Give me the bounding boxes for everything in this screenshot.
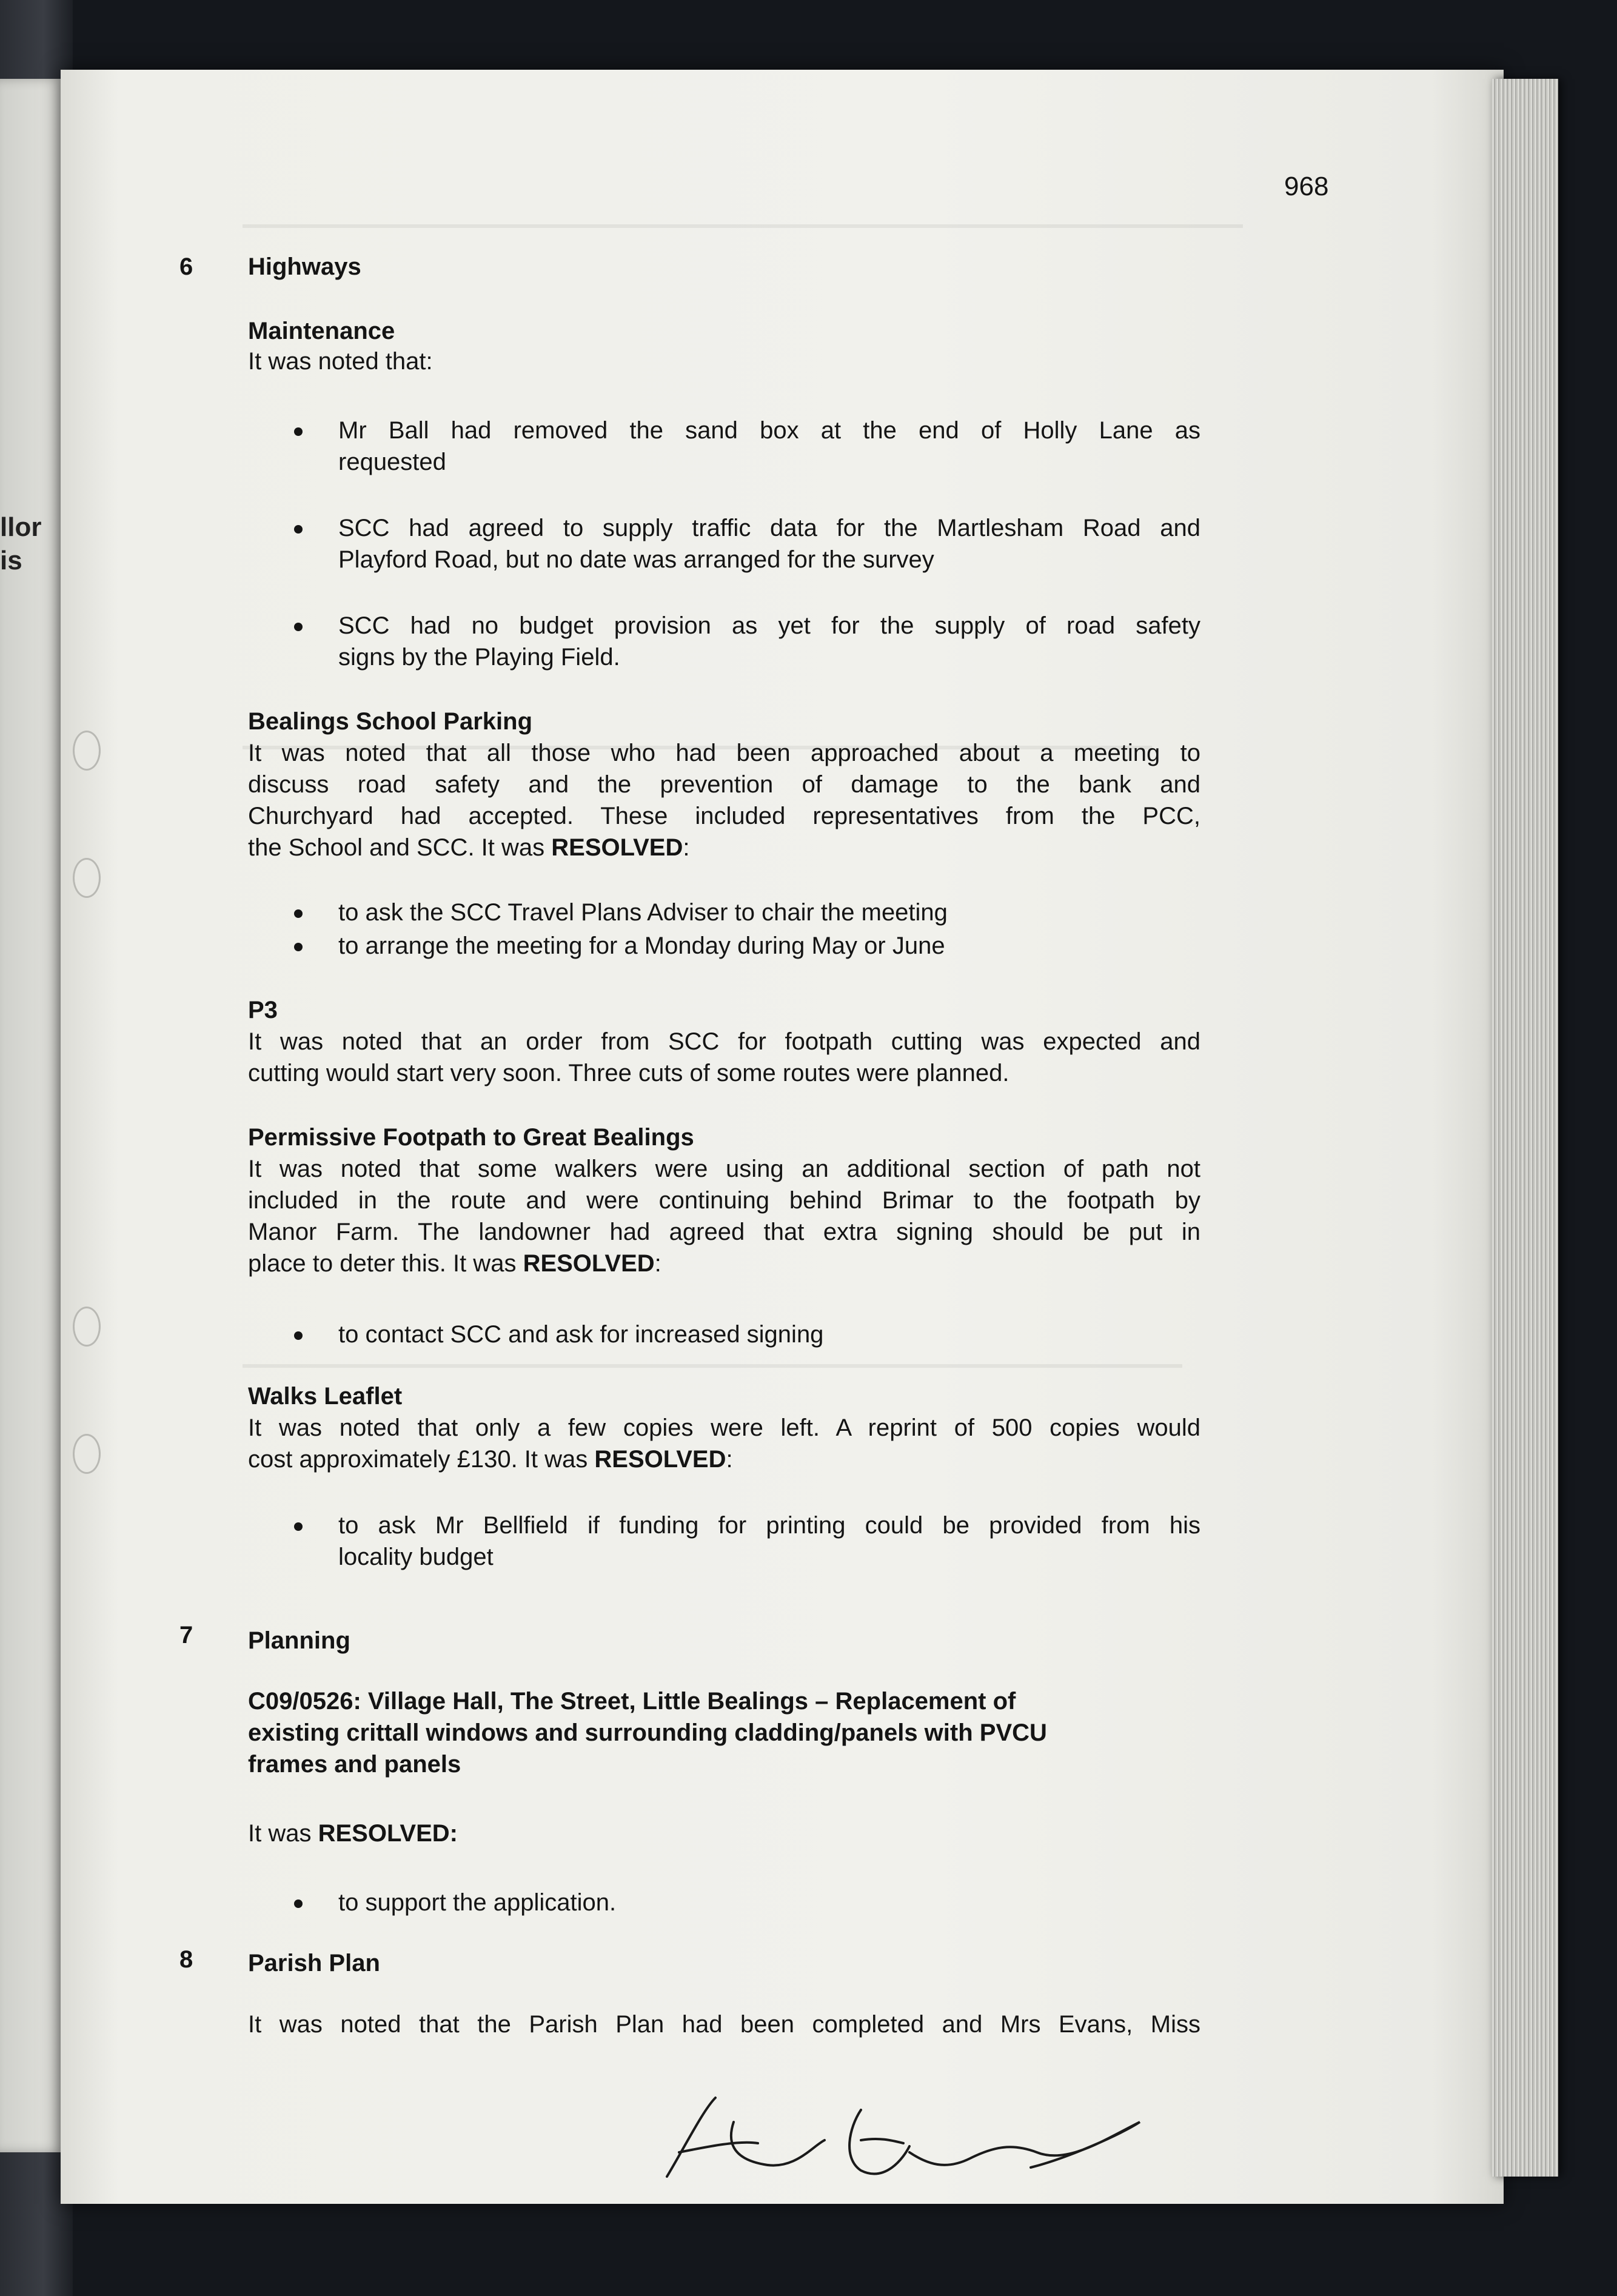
bullet-text: SCC had agreed to supply traffic data for the Martlesham Road and — [338, 515, 1200, 541]
left-page-fragment: is — [0, 546, 22, 575]
page-stack-edge — [1491, 79, 1558, 2177]
bullet-text: Mr Ball had removed the sand box at the end of Holly Lane as — [338, 417, 1200, 444]
subheading-walks-leaflet: Walks Leaflet — [248, 1383, 403, 1410]
bullet-text: to contact SCC and ask for increased signing — [338, 1321, 824, 1348]
paragraph-line: Manor Farm. The landowner had agreed that extra signing should be put in — [248, 1219, 1200, 1245]
bullet-text: signs by the Playing Field. — [338, 644, 620, 671]
section-number: 8 — [179, 1946, 193, 1973]
bullet-text: Playford Road, but no date was arranged for the survey — [338, 546, 934, 573]
section-number: 6 — [179, 253, 193, 280]
signature-image — [643, 2086, 1152, 2195]
punch-hole — [73, 731, 101, 771]
paragraph-line: It was noted that an order from SCC for footpath cutting was expected and — [248, 1028, 1200, 1055]
left-page-fragment: llor — [0, 512, 42, 542]
punch-hole — [73, 1434, 101, 1474]
application-title-line: C09/0526: Village Hall, The Street, Little Bealings – Replacement of — [248, 1688, 1016, 1715]
punch-hole — [73, 1307, 101, 1347]
subheading-maintenance: Maintenance — [248, 318, 395, 344]
section-title: Highways — [248, 253, 361, 280]
section-title: Planning — [248, 1627, 350, 1654]
section-number: 7 — [179, 1622, 193, 1648]
bullet-text: to support the application. — [338, 1889, 617, 1916]
paragraph-line: It was noted that some walkers were using an additional section of path not — [248, 1156, 1200, 1182]
bullet-dot — [294, 1331, 303, 1340]
bullet-text: requested — [338, 449, 446, 475]
subheading-school-parking: Bealings School Parking — [248, 708, 533, 735]
application-title-line: existing crittall windows and surrounding cladding/panels with PVCU — [248, 1719, 1047, 1746]
bullet-dot — [294, 1522, 303, 1531]
punch-hole — [73, 858, 101, 898]
bullet-dot — [294, 1899, 303, 1908]
previous-page-edge — [0, 79, 67, 2152]
bullet-text: SCC had no budget provision as yet for the supply of road safety — [338, 612, 1200, 639]
show-through — [243, 224, 1243, 228]
subheading-permissive-footpath: Permissive Footpath to Great Bealings — [248, 1124, 694, 1151]
bullet-dot — [294, 909, 303, 918]
bullet-dot — [294, 623, 303, 631]
bullet-text: to ask Mr Bellfield if funding for printing could be provided from his — [338, 1512, 1200, 1539]
subheading-p3: P3 — [248, 997, 278, 1023]
bullet-dot — [294, 525, 303, 534]
paragraph-line: discuss road safety and the prevention of damage to the bank and — [248, 771, 1200, 798]
bullet-dot — [294, 943, 303, 951]
paragraph-line: place to deter this. It was RESOLVED: — [248, 1250, 661, 1277]
bullet-dot — [294, 427, 303, 436]
page-number: 968 — [1284, 172, 1329, 201]
section-title: Parish Plan — [248, 1950, 380, 1976]
show-through — [243, 1364, 1182, 1368]
paragraph-line: included in the route and were continuing behind Brimar to the footpath by — [248, 1187, 1200, 1214]
paragraph-line: cutting would start very soon. Three cuts of some routes were planned. — [248, 1060, 1009, 1086]
paragraph-line: It was noted that the Parish Plan had been completed and Mrs Evans, Miss — [248, 2011, 1200, 2038]
paragraph-line: It was noted that all those who had been approached about a meeting to — [248, 740, 1200, 766]
paragraph-line: the School and SCC. It was RESOLVED: — [248, 834, 690, 861]
paragraph-line: It was noted that only a few copies were left. A reprint of 500 copies would — [248, 1414, 1200, 1441]
paragraph-line: Churchyard had accepted. These included representatives from the PCC, — [248, 803, 1200, 829]
paragraph-line: It was RESOLVED: — [248, 1820, 458, 1847]
application-title-line: frames and panels — [248, 1751, 461, 1778]
bullet-text: to ask the SCC Travel Plans Adviser to chair the meeting — [338, 899, 948, 926]
paragraph: It was noted that: — [248, 348, 433, 375]
bullet-text: to arrange the meeting for a Monday during May or June — [338, 932, 945, 959]
bullet-text: locality budget — [338, 1544, 494, 1570]
paragraph-line: cost approximately £130. It was RESOLVED: — [248, 1446, 733, 1473]
